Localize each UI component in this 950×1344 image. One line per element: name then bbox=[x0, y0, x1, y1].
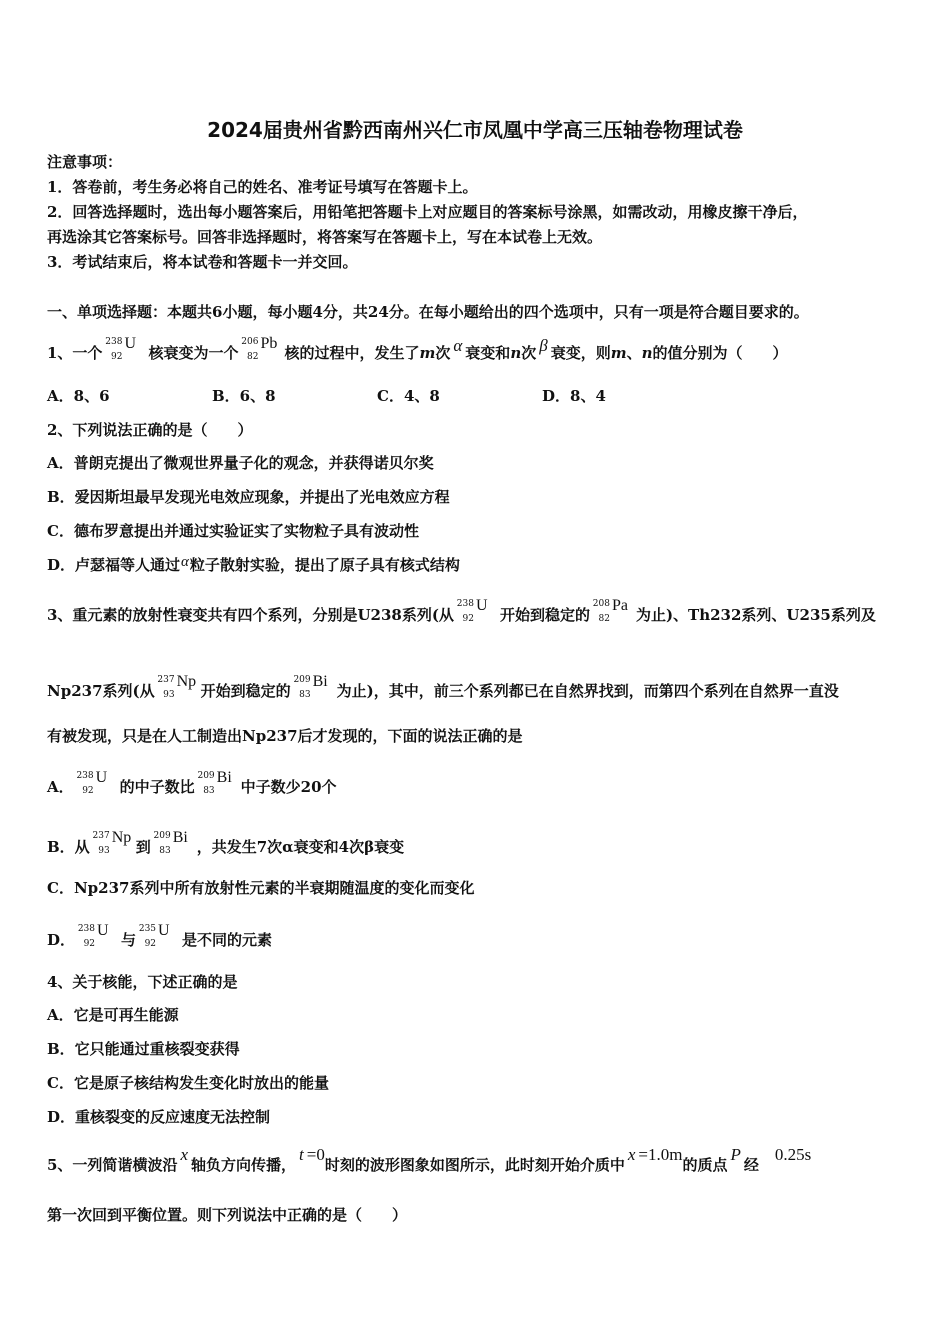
section-heading: 一、单项选择题：本题共6小题，每小题4分，共24分。在每小题给出的四个选项中，只有一项是符合题目要求的。 bbox=[47, 303, 809, 321]
question-1-stem: 1、一个 238 92 U 核衰变为一个 206 82 Pb 核的过程中，发生了m次 α 衰变和n次 β 衰变，则m、n的值分别为（ ） bbox=[47, 335, 788, 362]
nuclide-pb206: 206 82 Pb bbox=[241, 335, 278, 362]
nuclide-u238: 238 92 U bbox=[105, 335, 136, 362]
notice-line: 3．考试结束后，将本试卷和答题卡一并交回。 bbox=[47, 253, 358, 271]
q1-option-d: D．8、4 bbox=[542, 387, 606, 405]
alpha-symbol: α bbox=[453, 336, 463, 355]
page-title: 2024届贵州省黔西南州兴仁市凤凰中学高三压轴卷物理试卷 bbox=[207, 118, 743, 142]
question-5-stem: 5、一列简谐横波沿x轴负方向传播，t =0时刻的波形图象如图所示，此时刻开始介质中x =1.0m的质点P经0.25s bbox=[47, 1145, 812, 1174]
question-4-stem: 4、关于核能，下述正确的是 bbox=[47, 973, 238, 991]
question-3-stem-cont: Np237系列(从 237 93 Np 开始到稳定的 209 83 Bi 为止)，其中，前三个系列都已在自然界找到，而第四个系列在自然界一直没 bbox=[47, 673, 839, 700]
question-3-stem-end: 有被发现，只是在人工制造出Np237后才发现的，下面的说法正确的是 bbox=[47, 727, 523, 745]
question-2-stem: 2、下列说法正确的是（ ） bbox=[47, 421, 253, 439]
q1-option-a: A．8、6 bbox=[47, 387, 110, 405]
question-3-stem: 3、重元素的放射性衰变共有四个系列，分别是U238系列(从 238 92 U 开始到稳定的 208 82 Pa 为止)、Th232系列、U235系列及 bbox=[47, 597, 876, 624]
notice-line: 1．答卷前，考生务必将自己的姓名、准考证号填写在答题卡上。 bbox=[47, 178, 478, 196]
q4-option-b: B．它只能通过重核裂变获得 bbox=[47, 1040, 240, 1058]
q4-option-c: C．它是原子核结构发生变化时放出的能量 bbox=[47, 1074, 329, 1092]
q2-option-d: D．卢瑟福等人通过α粒子散射实验，提出了原子具有核式结构 bbox=[47, 554, 460, 574]
q2-option-a: A．普朗克提出了微观世界量子化的观念，并获得诺贝尔奖 bbox=[47, 454, 434, 472]
q1-option-c: C．4、8 bbox=[377, 387, 440, 405]
notice-line: 2．回答选择题时，选出每小题答案后，用铅笔把答题卡上对应题目的答案标号涂黑，如需改动，用橡皮擦干净后， bbox=[47, 203, 808, 221]
q3-option-d: D． 238 92 U 与 235 92 U 是不同的元素 bbox=[47, 922, 273, 949]
q4-option-d: D．重核裂变的反应速度无法控制 bbox=[47, 1108, 271, 1126]
beta-symbol: β bbox=[539, 336, 548, 355]
notice-heading: 注意事项： bbox=[47, 153, 123, 171]
q1-option-b: B．6、8 bbox=[212, 387, 276, 405]
q4-option-a: A．它是可再生能源 bbox=[47, 1006, 179, 1024]
question-5-stem-cont: 第一次回到平衡位置。则下列说法中正确的是（ ） bbox=[47, 1206, 408, 1224]
q3-option-a: A． 238 92 U 的中子数比 209 83 Bi 中子数少20个 bbox=[47, 769, 337, 796]
q3-option-b: B．从 237 93 Np 到 209 83 Bi ，共发生7次α衰变和4次β衰变 bbox=[47, 829, 405, 856]
q3-option-c: C．Np237系列中所有放射性元素的半衰期随温度的变化而变化 bbox=[47, 879, 475, 897]
notice-line: 再选涂其它答案标号。回答非选择题时，将答案写在答题卡上，写在本试卷上无效。 bbox=[47, 228, 603, 246]
q2-option-c: C．德布罗意提出并通过实验证实了实物粒子具有波动性 bbox=[47, 522, 419, 540]
q2-option-b: B．爱因斯坦最早发现光电效应现象，并提出了光电效应方程 bbox=[47, 488, 450, 506]
